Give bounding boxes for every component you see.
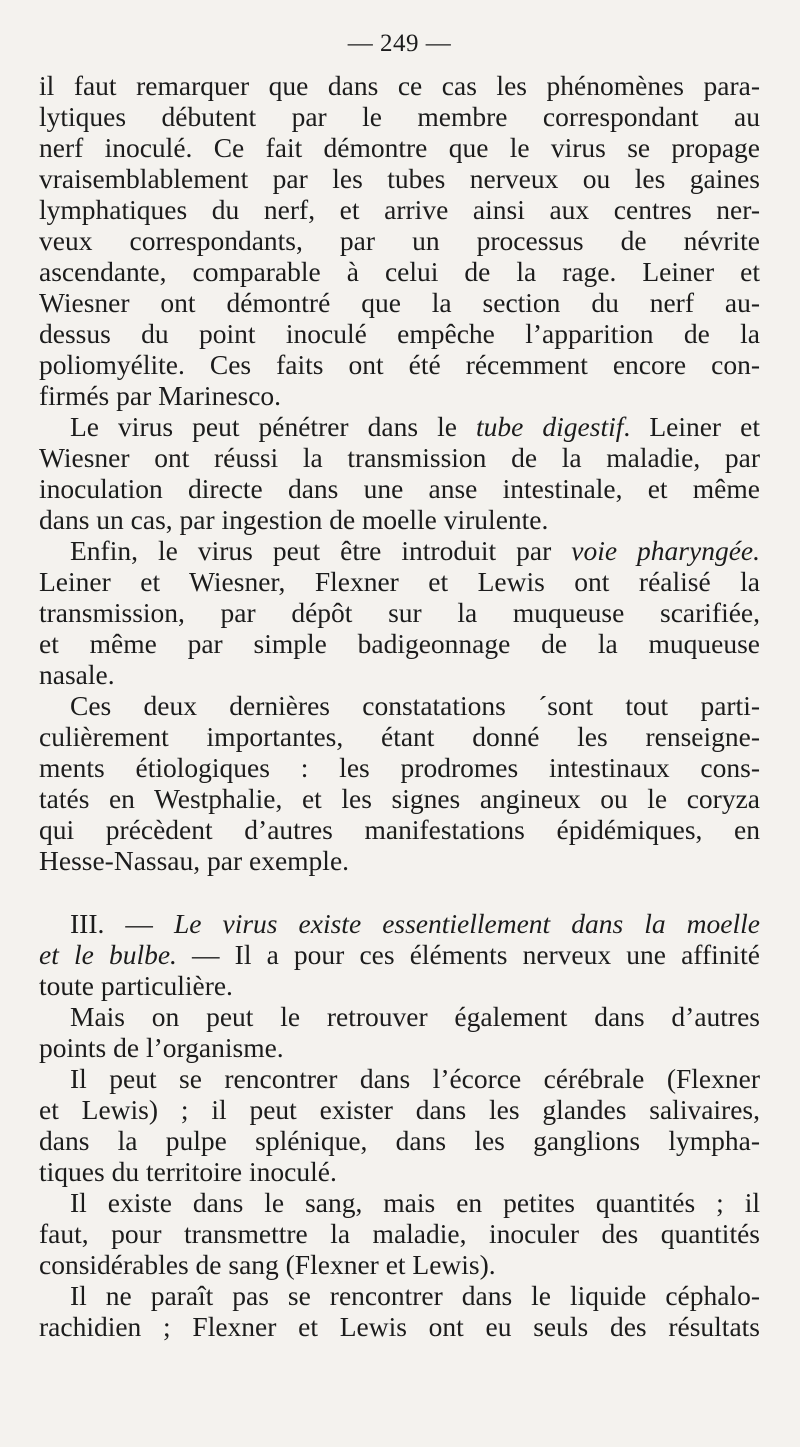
text-line: Hesse-Nassau, par exemple. <box>39 845 350 876</box>
text-line: il faut remarquer que dans ce cas les phénomènes para- <box>39 70 760 101</box>
text-line: nasale. <box>39 659 115 690</box>
text-run: . Leiner et <box>623 411 760 442</box>
italic-term: tube digestif <box>476 411 624 442</box>
text-line: inoculation directe dans une anse intestinale, et même <box>39 473 760 504</box>
text-line: nerf inoculé. Ce fait démontre que le virus se propage <box>39 132 760 163</box>
text-line: Il ne paraît pas se rencontrer dans le liquide céphalo- <box>70 1280 760 1311</box>
text-line: Il peut se rencontrer dans l’écorce cérébrale (Flexner <box>70 1063 760 1094</box>
section-number: III. — <box>70 908 174 939</box>
text-run: — Il a pour ces éléments nerveux une affinité <box>176 939 760 970</box>
text-line <box>39 939 760 970</box>
text-line: lymphatiques du nerf, et arrive ainsi aux centres ner- <box>39 194 760 225</box>
text-line: vraisemblablement par les tubes nerveux ou les gaines <box>39 163 760 194</box>
text-line: tiques du territoire inoculé. <box>39 1156 337 1187</box>
text-line: firmés par Marinesco. <box>39 380 282 411</box>
text-line: dessus du point inoculé empêche l’apparition de la <box>39 318 760 349</box>
text-line: et Lewis) ; il peut exister dans les glandes salivaires, <box>39 1094 760 1125</box>
text-line: ments étiologiques : les prodromes intestinaux cons- <box>39 752 760 783</box>
text-line: culièrement importantes, étant donné les renseigne- <box>39 721 760 752</box>
section-title-continued: et le bulbe. <box>39 939 177 970</box>
paragraph-5-section-iii <box>39 908 760 1001</box>
text-line: dans la pulpe splénique, dans les ganglions lympha- <box>39 1125 760 1156</box>
paragraph-1 <box>39 70 760 411</box>
text-line: veux correspondants, par un processus de névrite <box>39 225 760 256</box>
text-line: dans un cas, par ingestion de moelle virulente. <box>39 504 549 535</box>
text-line <box>39 908 760 939</box>
italic-term: voie pharyngée. <box>571 535 760 566</box>
text-line: rachidien ; Flexner et Lewis ont eu seuls des résultats <box>39 1311 760 1342</box>
text-run: Enfin, le virus peut être introduit par <box>70 535 572 566</box>
paragraph-4 <box>39 690 760 876</box>
paragraph-6 <box>39 1001 760 1063</box>
text-line: faut, pour transmettre la maladie, inoculer des quantités <box>39 1218 760 1249</box>
text-line: Wiesner ont réussi la transmission de la maladie, par <box>39 442 760 473</box>
text-line: points de l’organisme. <box>39 1032 284 1063</box>
paragraph-2 <box>39 411 760 535</box>
text-line: Ces deux dernières constatations ´sont tout parti- <box>70 690 760 721</box>
section-title: Le virus existe essentiellement dans la moelle <box>173 908 760 939</box>
text-line: poliomyélite. Ces faits ont été récemment encore con- <box>39 349 760 380</box>
text-line: toute particulière. <box>39 970 233 1001</box>
text-line: considérables de sang (Flexner et Lewis). <box>39 1249 496 1280</box>
paragraph-7 <box>39 1063 760 1187</box>
page-number: — 249 — <box>347 30 452 57</box>
paragraph-8 <box>39 1187 760 1280</box>
text-line: qui précèdent d’autres manifestations épidémiques, en <box>39 814 760 845</box>
text-line <box>39 411 760 442</box>
text-run: Le virus peut pénétrer dans le <box>70 411 477 442</box>
paragraph-3 <box>39 535 760 690</box>
section-gap <box>39 876 760 908</box>
text-line: ascendante, comparable à celui de la rage. Leiner et <box>39 256 760 287</box>
text-line: Leiner et Wiesner, Flexner et Lewis ont réalisé la <box>39 566 760 597</box>
text-line: et même par simple badigeonnage de la muqueuse <box>39 628 760 659</box>
text-line: Wiesner ont démontré que la section du nerf au- <box>39 287 760 318</box>
text-line: transmission, par dépôt sur la muqueuse scarifiée, <box>39 597 760 628</box>
text-line <box>39 535 760 566</box>
text-line: lytiques débutent par le membre correspondant au <box>39 101 760 132</box>
text-line: tatés en Westphalie, et les signes angineux ou le coryza <box>39 783 760 814</box>
text-line: Mais on peut le retrouver également dans d’autres <box>70 1001 760 1032</box>
text-line: Il existe dans le sang, mais en petites quantités ; il <box>70 1187 760 1218</box>
paragraph-9 <box>39 1280 760 1342</box>
